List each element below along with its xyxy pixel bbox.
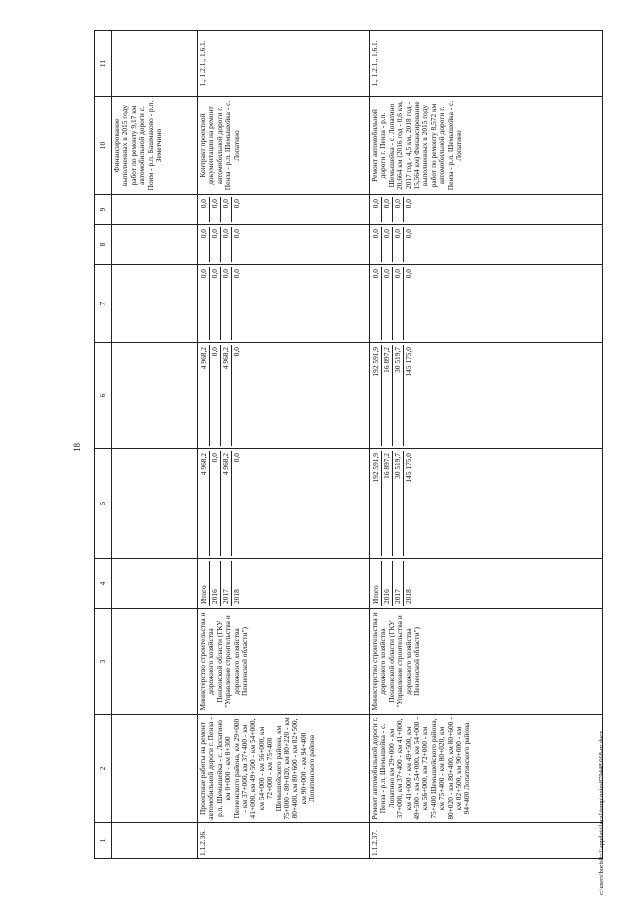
- value-cell: 192 591,9: [371, 451, 382, 556]
- column-header: 3: [95, 609, 112, 715]
- year-cell: 2017: [221, 561, 232, 606]
- year-cell: Итого: [371, 561, 382, 606]
- value-cell: 0,0: [221, 227, 232, 262]
- value-cell: 0,0: [404, 229, 413, 239]
- value-cell: 0,0: [199, 197, 210, 222]
- value-cell: 0,0: [210, 197, 221, 222]
- value-cell: 145 175,0: [404, 453, 413, 483]
- indicator-ref: 1., 1.2.1., 1.6.1.: [370, 31, 603, 97]
- value-cell: 0,0: [371, 227, 382, 262]
- item-executor: Министерство строительства и дорожного хозяйства Пензенской области (ГКУ "Управление строительства и дорожного хозяйства Пензенской области"): [198, 609, 370, 715]
- column-header: 10: [95, 97, 112, 195]
- column-header: 1: [95, 823, 112, 859]
- year-cell: Итого: [199, 561, 210, 606]
- item-name: Проектные работы на ремонт автомобильной дороги г. Пенза - р.п. Шемышейка - с. Лопатино км 0+000 - км 8+300 Пензенского района, км 29+000 - км 37+000, км 37+400 - км 41+000, км 49+500 - км 54+000, км 54+000 - км 56+000, км 72+000 - км 75+400 Шемышейского района, км 75+000 - 80+020, км 80+220 - км 80+400, км 80+600 - км 82+500, км 90+000 - км 94+400 Лопатинского района: [198, 715, 370, 823]
- value-cell: 192 591,9: [371, 345, 382, 446]
- value-cell: 0,0: [393, 267, 404, 340]
- value-list-total: [198, 449, 370, 559]
- column-header: 2: [95, 715, 112, 823]
- table-row-continuation: [112, 31, 198, 859]
- page-number: 18: [72, 443, 82, 452]
- year-cell: 2016: [382, 561, 393, 606]
- value-cell: 0,0: [232, 199, 241, 209]
- value-list-col9: [198, 195, 370, 225]
- column-header: 11: [95, 31, 112, 97]
- value-cell: 4 968,2: [221, 345, 232, 446]
- value-cell: 0,0: [393, 197, 404, 222]
- value-cell: 0,0: [232, 229, 241, 239]
- value-cell: 0,0: [210, 345, 221, 446]
- value-cell: 0,0: [382, 267, 393, 340]
- value-cell: 4 968,2: [221, 451, 232, 556]
- item-number: 1.1.2.36.: [198, 823, 370, 859]
- value-list-total: [370, 449, 603, 559]
- column-header-row: [95, 31, 112, 859]
- year-cell: 2016: [210, 561, 221, 606]
- value-cell: 16 897,2: [382, 345, 393, 446]
- value-list-col8: [370, 225, 603, 265]
- year-cell: 2018: [404, 589, 413, 604]
- column-header: 9: [95, 195, 112, 225]
- column-header: 8: [95, 225, 112, 265]
- table-row: [370, 31, 603, 859]
- value-cell: 0,0: [221, 197, 232, 222]
- value-cell: 0,0: [371, 267, 382, 340]
- result-text: Контракт проектной документации на ремонт автомобильной дороги г. Пенза - р.п. Шемышейка - с. Лопатино: [198, 97, 370, 195]
- value-list-col9: [370, 195, 603, 225]
- value-cell: 4 968,2: [199, 345, 210, 446]
- value-list-col7: [198, 265, 370, 343]
- item-number: 1.1.2.37.: [370, 823, 603, 859]
- value-list-col8: [198, 225, 370, 265]
- result-text: Ремонт автомобильной дороги г. Пенза - р.п. Шемышейка - с. Лопатино 20,664 км (2016 год - 0,6 км, 2017 год - 4,5 км, 2018 год - 15,564 км) Финансирование выполненных в 2015 году работ по ремонту 8,572 км автомобильной дороги г. Пенза - р.п. Шемышейка - с. Лопатино: [370, 97, 603, 195]
- value-cell: 0,0: [199, 227, 210, 262]
- value-cell: 0,0: [393, 227, 404, 262]
- value-cell: 0,0: [199, 267, 210, 340]
- item-executor: Министерство строительства и дорожного хозяйства Пензенской области (ГКУ "Управление строительства и дорожного хозяйства Пензенской области"): [370, 609, 603, 715]
- value-cell: 30 519,7: [393, 345, 404, 446]
- column-header: 4: [95, 559, 112, 609]
- program-table: [94, 30, 603, 859]
- value-cell: 0,0: [232, 269, 241, 279]
- result-text: Финансирование выполненных в 2015 году работ по ремонту 9,17 км автомобильной дороги с. Поим - р.п. Башмаково - р.п. Земетчино: [112, 97, 198, 195]
- column-header: 6: [95, 343, 112, 449]
- value-cell: 0,0: [210, 267, 221, 340]
- year-cell: 2017: [393, 561, 404, 606]
- value-cell: 30 519,7: [393, 451, 404, 556]
- item-name: Ремонт автомобильной дороги г. Пенза - р.п. Шемышейка - с. Лопатино км 29+000 - км 37+000, км 37+400 - км 41+000, км 41+000 - км 49+500, км 49+500 - км 54+000, км 54+000 - км 56+000, км 72+000 - км 75+400 Шемышейского района, км 75+400 - км 80+020, км 80+020 - км 80+400, км 80+600 - км 82+500, км 90+000 - км 94+400 Лопатинского района: [370, 715, 603, 823]
- column-header: 5: [95, 449, 112, 559]
- value-cell: 0,0: [232, 347, 241, 357]
- value-cell: 0,0: [404, 199, 413, 209]
- year-list: [370, 559, 603, 609]
- table-sheet: [94, 31, 603, 859]
- value-cell: 4 968,2: [199, 451, 210, 556]
- value-cell: 145 175,0: [404, 347, 413, 377]
- indicator-ref: 1., 1.2.1., 1.6.1.: [198, 31, 370, 97]
- value-cell: 0,0: [382, 227, 393, 262]
- value-cell: 0,0: [210, 227, 221, 262]
- value-cell: 0,0: [371, 197, 382, 222]
- year-list: [198, 559, 370, 609]
- value-list-col7: [370, 265, 603, 343]
- value-cell: 0,0: [404, 269, 413, 279]
- year-cell: 2018: [232, 589, 241, 604]
- value-list-col6: [370, 343, 603, 449]
- value-cell: 0,0: [232, 453, 241, 463]
- column-header: 7: [95, 265, 112, 343]
- value-cell: 0,0: [221, 267, 232, 340]
- value-list-col6: [198, 343, 370, 449]
- value-cell: 0,0: [210, 451, 221, 556]
- value-cell: 16 897,2: [382, 451, 393, 556]
- footer-file-path: c:\users\borisli~1\appdata\local\temp\notes879448\668-nr.docx: [598, 730, 605, 895]
- value-cell: 0,0: [382, 197, 393, 222]
- table-row: [198, 31, 370, 859]
